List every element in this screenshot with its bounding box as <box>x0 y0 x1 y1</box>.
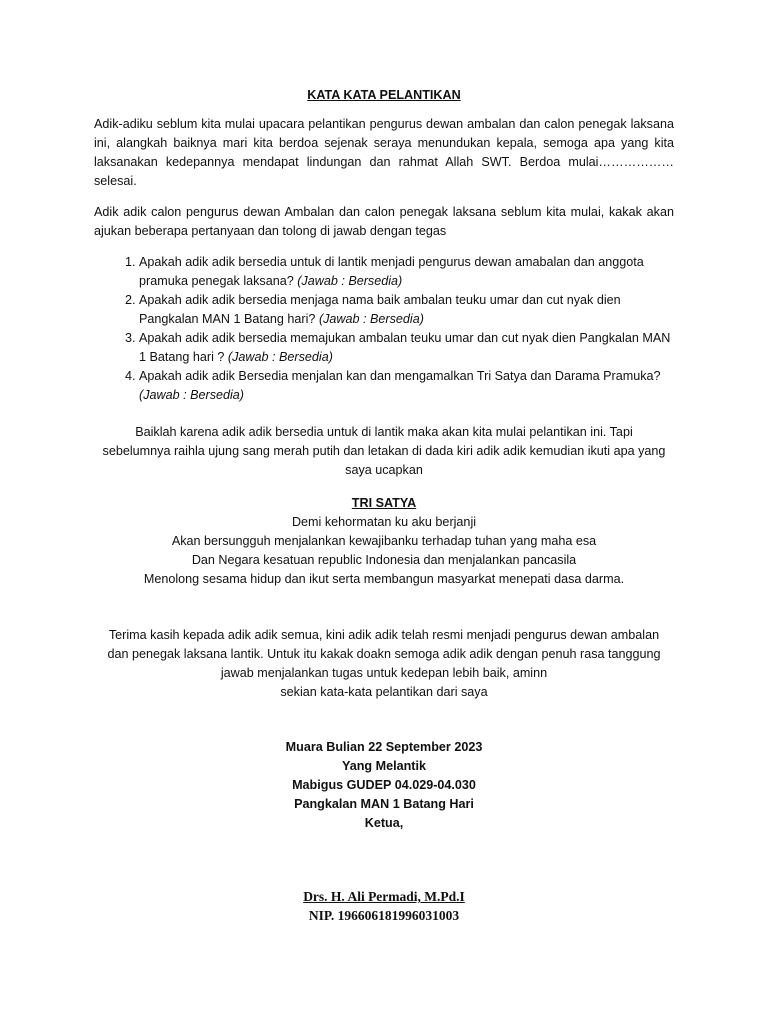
signature-place-date: Muara Bulian 22 September 2023 <box>285 740 483 754</box>
pelantikan-paragraph <box>94 423 674 480</box>
question-item <box>139 329 674 367</box>
pelantikan-line: sebelumnya raihla ujung sang merah putih dan letakan di dada kiri adik adik kemudian ikuti apa yang <box>102 444 666 458</box>
closing-line: sekian kata-kata pelantikan dari saya <box>280 685 488 699</box>
signature-position: Ketua, <box>364 816 404 830</box>
closing-paragraph <box>94 626 674 702</box>
document-title: KATA KATA PELANTIKAN <box>307 88 461 102</box>
question-item <box>139 253 674 291</box>
closing-line: dan penegak laksana lantik. Untuk itu kakak doakn semoga adik adik dengan penuh rasa tanggung <box>107 647 661 661</box>
question-item <box>139 291 674 329</box>
tri-satya-heading: TRI SATYA <box>351 496 417 510</box>
signature-block <box>94 738 674 925</box>
signature-base: Pangkalan MAN 1 Batang Hari <box>294 797 474 811</box>
questions-intro-paragraph: Adik adik calon pengurus dewan Ambalan dan calon penegak laksana seblum kita mulai, kakak akan ajukan beberapa pertanyaan dan tolong di jawab dengan tegas <box>94 205 674 238</box>
tri-satya-line: Akan bersungguh menjalankan kewajibanku terhadap tuhan yang maha esa <box>171 534 597 548</box>
question-item <box>139 367 674 405</box>
pelantikan-line: Baiklah karena adik adik bersedia untuk di lantik maka akan kita mulai pelantikan ini. Tapi <box>135 425 633 439</box>
question-answer: (Jawab : Bersedia) <box>297 274 403 288</box>
question-text: Apakah adik adik bersedia memajukan ambalan teuku umar dan cut nyak dien Pangkalan MAN 1 Batang hari ? <box>139 331 671 364</box>
question-text: Apakah adik adik bersedia untuk di lantik menjadi pengurus dewan amabalan dan anggota pramuka penegak laksana? <box>139 255 644 288</box>
closing-line: Terima kasih kepada adik adik semua, kini adik adik telah resmi menjadi pengurus dewan ambalan <box>108 628 660 642</box>
question-text: Apakah adik adik bersedia menjaga nama baik ambalan teuku umar dan cut nyak dien Pangkalan MAN 1 Batang hari? <box>139 293 621 326</box>
tri-satya-line: Demi kehormatan ku aku berjanji <box>291 515 477 529</box>
question-list <box>94 253 674 405</box>
question-answer: (Jawab : Bersedia) <box>227 350 333 364</box>
signer-nip: NIP. 196606181996031003 <box>308 908 460 923</box>
opening-prayer-paragraph: Adik-adiku seblum kita mulai upacara pelantikan pengurus dewan ambalan dan calon penegak laksana ini, alangkah baiknya mari kita berdoa sejenak seraya menundukan kepala, semoga apa yang kita laksanakan kedepannya mendapat lindungan dan rahmat Allah SWT. Berdoa mulai……………… selesai. <box>94 117 674 188</box>
pelantikan-line: saya ucapkan <box>345 463 423 477</box>
signature-role: Yang Melantik <box>342 759 426 773</box>
tri-satya-line: Menolong sesama hidup dan ikut serta membangun masyarkat menepati dasa darma. <box>143 572 625 586</box>
document-body <box>94 86 674 925</box>
signer-name: Drs. H. Ali Permadi, M.Pd.I <box>303 889 465 904</box>
tri-satya-section <box>94 494 674 589</box>
tri-satya-line: Dan Negara kesatuan republic Indonesia dan menjalankan pancasila <box>191 553 577 567</box>
question-text: Apakah adik adik Bersedia menjalan kan dan mengamalkan Tri Satya dan Darama Pramuka? <box>139 369 661 383</box>
signer-name-line <box>94 887 674 906</box>
signature-unit: Mabigus GUDEP 04.029-04.030 <box>292 778 476 792</box>
closing-line: jawab menjalankan tugas untuk kedepan lebih baik, aminn <box>220 666 548 680</box>
question-answer: (Jawab : Bersedia) <box>318 312 424 326</box>
question-answer: (Jawab : Bersedia) <box>139 388 244 402</box>
